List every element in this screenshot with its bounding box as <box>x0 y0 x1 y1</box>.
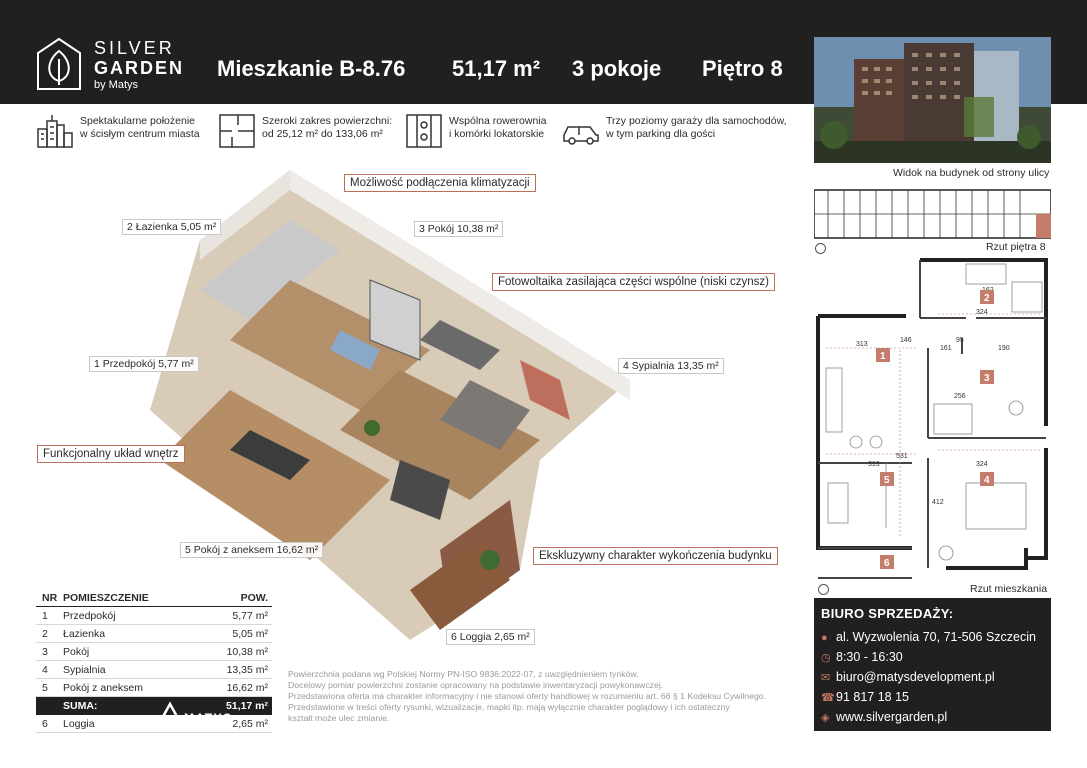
floor-caption: Rzut piętra 8 <box>986 241 1046 253</box>
apartment-floor-plan <box>816 258 1048 580</box>
plan-room-1: 1 <box>880 351 886 362</box>
building-photo <box>814 37 1051 163</box>
plan-dim-531: 531 <box>896 453 908 460</box>
apartment-floor: Piętro 8 <box>702 56 783 81</box>
row-nr: 1 <box>42 610 48 622</box>
room-label-loggia: 6 Loggia 2,65 m² <box>446 629 535 645</box>
row-area: 2,65 m² <box>232 718 268 730</box>
email-link[interactable]: biuro@matysdevelopment.pl <box>836 670 995 684</box>
plan-compass-icon <box>818 584 829 595</box>
room-label-bedroom: 4 Sypialnia 13,35 m² <box>618 358 724 374</box>
plan-room-4: 4 <box>984 475 990 486</box>
table-row <box>36 607 272 625</box>
feature-area-line1: Szeroki zakres powierzchni: <box>262 115 393 127</box>
table-head-area: POW. <box>240 592 268 604</box>
table-row <box>36 661 272 679</box>
row-name: Pokój z aneksem <box>63 682 143 694</box>
table-row <box>36 679 272 697</box>
callout-functional-layout: Funkcjonalny układ wnętrz <box>37 445 185 463</box>
plan-dim-146: 146 <box>900 337 912 344</box>
room-label-room: 3 Pokój 10,38 m² <box>414 221 503 237</box>
plan-dim-313-mid: 313 <box>868 461 880 468</box>
callout-photovoltaics: Fotowoltaika zasilająca części wspólne (niski czynsz) <box>492 273 775 291</box>
plan-dim-256: 256 <box>954 393 966 400</box>
apartment-title: Mieszkanie B-8.76 <box>217 56 406 81</box>
row-area: 5,05 m² <box>232 628 268 640</box>
feature-area-line2: od 25,12 m² do 133,06 m² <box>262 128 383 140</box>
hours-text: 8:30 - 16:30 <box>836 650 903 664</box>
disclaimer <box>288 669 778 724</box>
plan-room-6: 6 <box>884 558 890 569</box>
row-area: 13,35 m² <box>226 664 268 676</box>
disclaimer-line: Powierzchnia podana wg Polskiej Normy PN-ISO 9836:2022-07, z uwzględnieniem tynków. <box>288 669 639 679</box>
table-row <box>36 643 272 661</box>
feature-location-line1: Spektakularne położenie <box>80 115 195 127</box>
matys-logo-icon <box>158 698 240 726</box>
plan-room-3: 3 <box>984 373 990 384</box>
feature-garage-line2: w tym parking dla gości <box>606 128 716 140</box>
row-area: 16,62 m² <box>226 682 268 694</box>
row-name: Łazienka <box>63 628 106 640</box>
disclaimer-line: kształt może ulec zmianie. <box>288 713 390 723</box>
feature-garage-line1: Trzy poziomy garaży dla samochodów, <box>606 115 787 127</box>
plan-dim-324-mid: 324 <box>976 461 988 468</box>
bike-storage-icon <box>405 113 443 149</box>
row-name: Przedpokój <box>63 610 116 622</box>
globe-icon: ◈ <box>821 712 830 724</box>
feature-bike-line2: i komórki lokatorskie <box>449 128 545 140</box>
car-icon <box>562 113 600 149</box>
sales-title: BIURO SPRZEDAŻY: <box>821 606 954 621</box>
row-nr: 5 <box>42 682 48 694</box>
row-name: Sypialnia <box>63 664 106 676</box>
photo-caption: Widok na budynek od strony ulicy <box>893 167 1050 179</box>
row-nr: 2 <box>42 628 48 640</box>
table-head-name: POMIESZCZENIE <box>63 592 149 604</box>
compass-icon <box>815 243 826 254</box>
disclaimer-line: Przedstawione w treści oferty rysunki, wizualizacje, mapki itp. mają wyłącznie charakter poglądowy i ich ostateczny <box>288 702 730 712</box>
plan-dim-324: 324 <box>976 309 988 316</box>
row-name: Pokój <box>63 646 90 658</box>
brand-garden: GARDEN <box>94 58 185 78</box>
plan-dim-190: 190 <box>998 345 1010 352</box>
plan-room-2: 2 <box>984 293 990 304</box>
plan-dim-412: 412 <box>932 499 944 506</box>
clock-icon: ◷ <box>821 652 831 664</box>
feature-bike-line1: Wspólna rowerownia <box>449 115 547 127</box>
plan-dim-161: 161 <box>940 345 952 352</box>
room-label-living-kitchen: 5 Pokój z aneksem 16,62 m² <box>180 542 323 558</box>
sum-area: 51,17 m² <box>225 700 268 712</box>
callout-air-conditioning: Możliwość podłączenia klimatyzacji <box>344 174 536 192</box>
phone-link[interactable]: 91 817 18 15 <box>836 690 909 704</box>
sales-office-box <box>814 598 1051 731</box>
sales-website[interactable] <box>821 710 947 724</box>
city-skyline-icon <box>36 113 74 149</box>
sales-phone[interactable] <box>821 690 909 704</box>
table-head-nr: NR <box>42 592 58 604</box>
floorplan-icon <box>218 113 256 149</box>
callout-exclusive-finish: Ekskluzywny charakter wykończenia budynku <box>533 547 778 565</box>
plan-caption: Rzut mieszkania <box>970 583 1048 595</box>
phone-icon: ☎ <box>821 692 835 704</box>
row-nr: 3 <box>42 646 48 658</box>
row-nr: 6 <box>42 718 48 730</box>
room-label-bathroom: 2 Łazienka 5,05 m² <box>122 219 221 235</box>
plan-room-5: 5 <box>884 475 890 486</box>
matys-brand-text: MATYS <box>184 711 233 725</box>
plan-dim-313-top: 313 <box>856 341 868 348</box>
disclaimer-line: Przedstawiona oferta ma charakter informacyjny i nie stanowi oferty handlowej w rozumieniu art. 66 § 1 Kodeksu Cywilnego. <box>288 691 767 701</box>
room-label-hallway: 1 Przedpokój 5,77 m² <box>89 356 199 372</box>
apartment-area: 51,17 m² <box>452 56 541 81</box>
brand-wordmark <box>94 38 184 91</box>
floor-plan-strip <box>814 186 1051 240</box>
disclaimer-line: Docelowy pomiar powierzchni zostanie opracowany na podstawie inwentaryzacji powykonawczej. <box>288 680 664 690</box>
address-text: al. Wyzwolenia 70, 71-506 Szczecin <box>836 630 1036 644</box>
brand-by: by Matys <box>94 79 139 91</box>
plan-dim-95: 95 <box>956 337 964 344</box>
sales-address <box>821 630 1036 644</box>
sum-label: SUMA: <box>63 700 98 712</box>
row-area: 5,77 m² <box>232 610 268 622</box>
row-area: 10,38 m² <box>226 646 268 658</box>
sales-email[interactable] <box>821 670 995 684</box>
row-nr: 4 <box>42 664 48 676</box>
table-header <box>36 589 272 607</box>
envelope-icon: ✉ <box>821 672 831 684</box>
table-row <box>36 625 272 643</box>
row-name: Loggia <box>63 718 95 730</box>
sales-hours <box>821 650 903 664</box>
feature-location-line2: w ścisłym centrum miasta <box>80 128 200 140</box>
website-link[interactable]: www.silvergarden.pl <box>836 710 948 724</box>
location-pin-icon: ● <box>821 632 828 644</box>
apartment-rooms: 3 pokoje <box>572 56 662 81</box>
brand-silver: SILVER <box>94 38 175 58</box>
silver-garden-logo-icon <box>36 37 82 91</box>
apartment-3d-render <box>140 160 640 660</box>
